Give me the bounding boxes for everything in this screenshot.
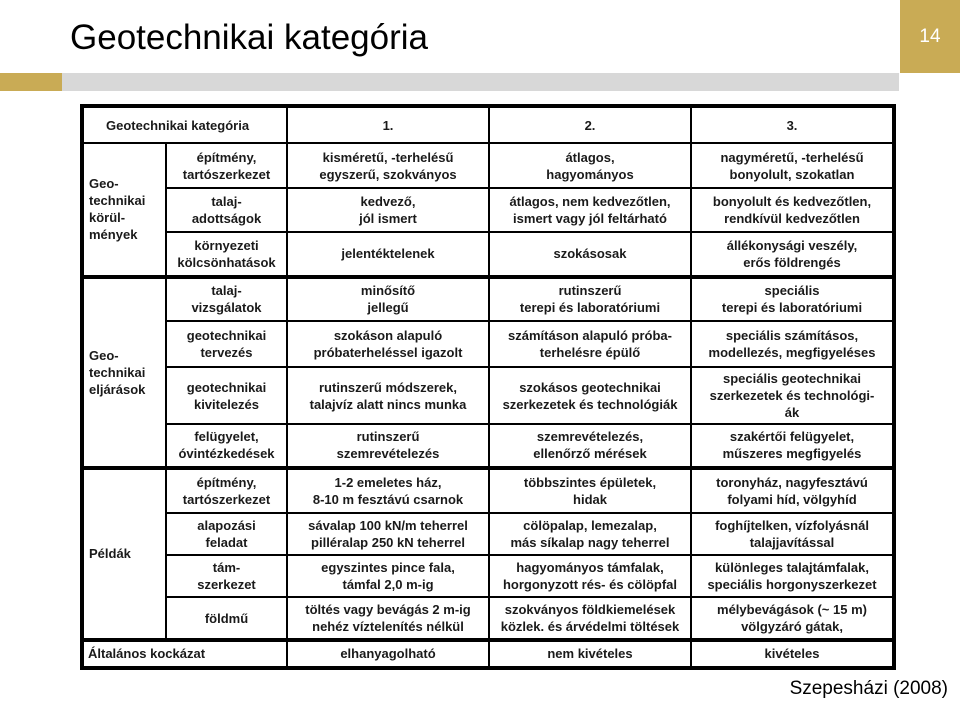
category-3-cell: nagyméretű, -terhelésű bonyolult, szokatlan (691, 143, 894, 187)
table-row (82, 188, 894, 232)
header-category-label: Geotechnikai kategória (82, 106, 287, 143)
category-3-cell: speciális geotechnikai szerkezetek és technológi- ák (691, 367, 894, 424)
header-category-3: 3. (691, 106, 894, 143)
table-row (82, 468, 894, 512)
category-3-cell: különleges talajtámfalak, speciális horgonyszerkezet (691, 555, 894, 597)
category-1-cell: sávalap 100 kN/m teherrel pilléralap 250 kN teherrel (287, 513, 489, 555)
page-number-box (900, 0, 960, 73)
header-category-1: 1. (287, 106, 489, 143)
geotechnical-category-table (80, 104, 896, 670)
row-subheading: környezeti kölcsönhatások (166, 232, 287, 276)
table-row (82, 597, 894, 639)
category-3-cell: mélybevágások (~ 15 m) völgyzáró gátak, (691, 597, 894, 639)
category-1-cell: 1-2 emeletes ház, 8-10 m fesztávú csarnok (287, 468, 489, 512)
category-2-cell: cölöpalap, lemezalap, más síkalap nagy teherrel (489, 513, 691, 555)
row-subheading: talaj- adottságok (166, 188, 287, 232)
category-3-cell: állékonysági veszély, erős földrengés (691, 232, 894, 276)
table-header-row (82, 106, 894, 143)
row-subheading: talaj- vizsgálatok (166, 277, 287, 321)
table-row (82, 143, 894, 187)
row-subheading: építmény, tartószerkezet (166, 143, 287, 187)
row-subheading: tám- szerkezet (166, 555, 287, 597)
category-2-cell: többszintes épületek, hidak (489, 468, 691, 512)
source-credit: Szepesházi (2008) (789, 678, 948, 699)
group-label: Geo- technikai eljárások (82, 277, 166, 469)
category-1-cell: szokáson alapuló próbaterheléssel igazolt (287, 321, 489, 367)
category-1-cell: egyszintes pince fala, támfal 2,0 m-ig (287, 555, 489, 597)
category-3-cell: toronyház, nagyfesztávú folyami híd, völgyhíd (691, 468, 894, 512)
row-subheading: alapozási feladat (166, 513, 287, 555)
group-label: Geo- technikai körül- mények (82, 143, 166, 276)
row-subheading: geotechnikai kivitelezés (166, 367, 287, 424)
header-category-2: 2. (489, 106, 691, 143)
category-3-cell: foghíjtelken, vízfolyásnál talajjavítással (691, 513, 894, 555)
category-1-cell: töltés vagy bevágás 2 m-ig nehéz víztelenítés nélkül (287, 597, 489, 639)
row-subheading: építmény, tartószerkezet (166, 468, 287, 512)
footer-risk-1-cell: elhanyagolható (287, 640, 489, 668)
category-3-cell: speciális számításos, modellezés, megfigyeléses (691, 321, 894, 367)
category-1-cell: rutinszerű módszerek, talajvíz alatt nincs munka (287, 367, 489, 424)
category-2-cell: átlagos, nem kedvezőtlen, ismert vagy jól feltárható (489, 188, 691, 232)
category-1-cell: minősítő jellegű (287, 277, 489, 321)
category-2-cell: szokványos földkiemelések közlek. és árvédelmi töltések (489, 597, 691, 639)
category-2-cell: szokásos geotechnikai szerkezetek és technológiák (489, 367, 691, 424)
category-1-cell: jelentéktelenek (287, 232, 489, 276)
table-row (82, 513, 894, 555)
footer-risk-2-cell: nem kivételes (489, 640, 691, 668)
category-1-cell: rutinszerű szemrevételezés (287, 424, 489, 468)
category-3-cell: speciális terepi és laboratóriumi (691, 277, 894, 321)
category-1-cell: kedvező, jól ismert (287, 188, 489, 232)
footer-risk-3-cell: kivételes (691, 640, 894, 668)
page-number: 14 (919, 25, 941, 47)
row-subheading: földmű (166, 597, 287, 639)
category-3-cell: szakértői felügyelet, műszeres megfigyelés (691, 424, 894, 468)
category-2-cell: szokásosak (489, 232, 691, 276)
table-footer-row (82, 640, 894, 668)
slide-title: Geotechnikai kategória (70, 18, 428, 57)
row-subheading: felügyelet, óvintézkedések (166, 424, 287, 468)
category-3-cell: bonyolult és kedvezőtlen, rendkívül kedvezőtlen (691, 188, 894, 232)
group-label: Példák (82, 468, 166, 640)
category-2-cell: hagyományos támfalak, horgonyzott rés- és cölöpfal (489, 555, 691, 597)
category-2-cell: számításon alapuló próba- terhelésre épülő (489, 321, 691, 367)
table-row (82, 367, 894, 424)
table-row (82, 424, 894, 468)
footer-risk-label: Általános kockázat (82, 640, 287, 668)
table-row (82, 277, 894, 321)
row-subheading: geotechnikai tervezés (166, 321, 287, 367)
title-divider (0, 73, 899, 91)
title-divider-accent (0, 73, 62, 91)
table-row (82, 321, 894, 367)
category-2-cell: átlagos, hagyományos (489, 143, 691, 187)
category-2-cell: szemrevételezés, ellenőrző mérések (489, 424, 691, 468)
table-row (82, 232, 894, 276)
table-row (82, 555, 894, 597)
category-2-cell: rutinszerű terepi és laboratóriumi (489, 277, 691, 321)
category-1-cell: kisméretű, -terhelésű egyszerű, szokványos (287, 143, 489, 187)
